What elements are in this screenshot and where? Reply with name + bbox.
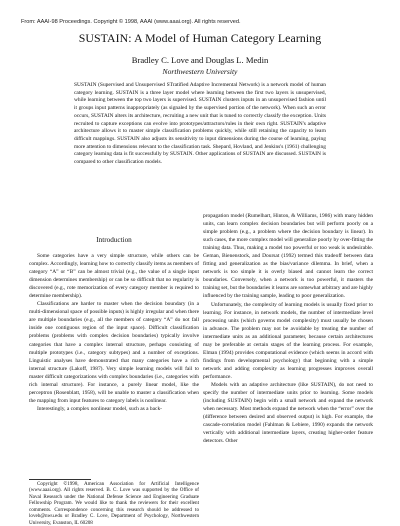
paragraph: Classifications are harder to master when the decision boundary (in a multi-dimensional space of possible inputs) is highly irregular and when there are multiple boundaries (e.g., all the members of category “A” do not fall inside one contiguous region of the input space). Difficult classification problems (problems with complex decision boundaries) typically involve categories that have a complex internal structure, perhaps consisting of multiple prototypes (i.e., category subtypes) and a number of exceptions. Linguistic analyses have demonstrated that many categories have a rich internal structure (Lakoff, 1987). Very simple learning models will fail to master difficult categorizations with complex boundaries (i.e., categories with rich internal structure). For instance, a purely linear model, like the perceptron (Rosenblatt, 1958), will be unable to master a classification when the mapping from input features to category labels is nonlinear. (29, 301, 199, 404)
footnote-divider (29, 479, 91, 480)
abstract: SUSTAIN (Supervised and Unsupervised STratified Adaptive Incremental Network) is a network model of human category learning. SUSTAIN is a three layer model where learning between the first two layers is unsupervised, while learning between the top two layers is supervised. SUSTAIN clusters inputs in an unsupervised fashion until it groups input patterns inappropriately (as signaled by the supervised portion of the network). When such an error occurs, SUSTAIN alters its architecture, recruiting a new unit that is tuned to correctly classify the exception. Units recruited to capture exceptions can evolve into prototypes/attractors/rules in their own right. SUSTAIN's adaptive architecture allows it to master simple classification problems quickly, while still retaining the capacity to learn difficult mappings. SUSTAIN also adjusts its sensitivity to input dimensions during the course of learning, paying more attention to dimensions relevant to the classification task. Shepard, Hovland, and Jenkins's (1961) challenging category learning data is fit successfully by SUSTAIN. Other applications of SUSTAIN are discussed. SUSTAIN is compared to other classification models. (74, 82, 326, 166)
author-affiliation: Northwestern University (162, 67, 238, 76)
left-column (29, 236, 199, 413)
right-column (203, 212, 373, 445)
paragraph: Models with an adaptive architecture (like SUSTAIN), do not need to specify the number of intermediate units prior to learning. Some models (including SUSTAIN) begin with a small network and expand the network when necessary. Most methods expand the network when the “error” over the (difference between desired and observed output) is high. For example, the cascade-correlation model (Fahlman & Lebiere, 1990) expands the network vertically with additional intermediate layers, creating higher-order feature detectors. Other (203, 381, 373, 445)
copyright-footnote: Copyright ©1998, American Association for Artificial Intelligence (www.aaai.org). All rights reserved. B. C. Love was supported by the Office of Naval Research under the National Defense Science and Engineering Graduate Fellowship Program. We would like to thank the reviewers for their excellent comments. Correspondence concerning this research should be addressed to loveb@nwu.edu or Bradley C. Love, Department of Psychology, Northwestern University, Evanston, IL 60208 (29, 481, 199, 526)
section-heading-introduction: Introduction (96, 236, 132, 244)
paper-title: SUSTAIN: A Model of Human Category Learning (78, 31, 322, 45)
paragraph: propagation model (Rumelhart, Hinton, & Williams, 1986) with many hidden units, can learn complex decision boundaries but will perform poorly on a simple problem (e.g., a problem where the decision boundary is linear). In such cases, the more complex model will generalize poorly by over-fitting the training data. Thus, making a model too powerful or too weak is undesirable. Geman, Bienenstock, and Doursat (1992) termed this tradeoff between data fitting and generalization as the bias/variance dilemma. In brief, when a network is too simple it is overly biased and cannot learn the correct boundaries. Conversely, when a network is too powerful, it masters the training set, but the boundaries it learns are somewhat arbitrary and are highly influenced by the training sample, leading to poor generalization. (203, 213, 373, 300)
paragraph: Unfortunately, the complexity of learning models is usually fixed prior to learning. For instance, in network models, the number of intermediate level processing units (which governs model complexity) must usually be chosen in advance. The problem may not be avoidable by treating the number of intermediate units as an additional parameter, because certain architectures may be preferable at certain stages of the learning process. For example, Elman (1994) provides computational evidence (which seems in accord with findings from developmental psychology) that beginning with a simple network and adding complexity as learning progresses improves overall performance. (203, 301, 373, 380)
paragraph: Some categories have a very simple structure, while others can be complex. Accordingly, learning how to correctly classify items as members of category “A” or “B” can be almost trivial (e.g., the value of a single input dimension determines membership) or can be so difficult that no regularity is discovered (e.g., rote memorization of every category member is required to determine membership). (29, 253, 199, 300)
paragraph: Interestingly, a complex nonlinear model, such as a back- (37, 405, 162, 412)
source-line: From: AAAI-98 Proceedings. Copyright © 1998, AAAI (www.aaai.org). All rights reserved. (21, 19, 241, 25)
author-names: Bradley C. Love and Douglas L. Medin (131, 55, 269, 65)
